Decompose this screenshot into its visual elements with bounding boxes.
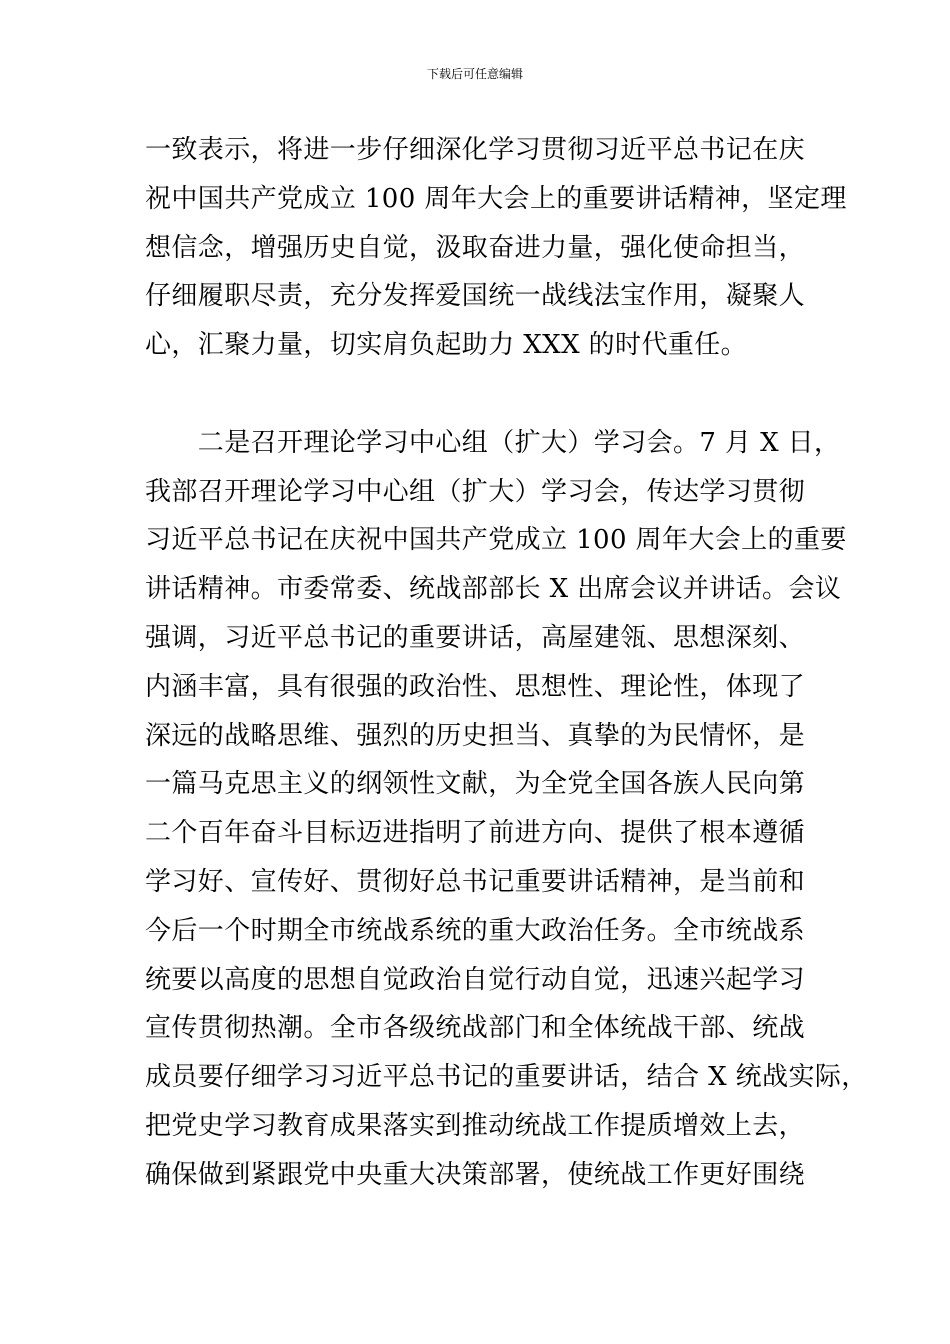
text-line: 讲话精神。市委常委、统战部部长 X 出席会议并讲话。会议 [145, 574, 842, 605]
text-line: 我部召开理论学习中心组（扩大）学习会，传达学习贯彻 [145, 476, 806, 507]
text-line: 祝中国共产党成立 100 周年大会上的重要讲话精神，坚定理 [145, 183, 847, 214]
text-line: 把党史学习教育成果落实到推动统战工作提质增效上去， [145, 1110, 806, 1141]
text-line: 一篇马克思主义的纲领性文献，为全党全国各族人民向第 [145, 769, 806, 800]
paragraph-2 [145, 419, 868, 1200]
text-line: 想信念，增强历史自觉，汲取奋进力量，强化使命担当， [145, 232, 806, 263]
text-line: 统要以高度的思想自觉政治自觉行动自觉，迅速兴起学习 [145, 964, 806, 995]
paragraph-gap [145, 370, 835, 419]
text-line: 宣传贯彻热潮。全市各级统战部门和全体统战干部、统战 [145, 1013, 806, 1044]
text-line: 习近平总书记在庆祝中国共产党成立 100 周年大会上的重要 [145, 525, 847, 556]
text-line: 强调，习近平总书记的重要讲话，高屋建瓴、思想深刻、 [145, 622, 806, 653]
text-line: 一致表示，将进一步仔细深化学习贯彻习近平总书记在庆 [145, 135, 806, 165]
text-line: 成员要仔细学习习近平总书记的重要讲话，结合 X 统战实际， [145, 1062, 868, 1093]
text-line: 深远的战略思维、强烈的历史担当、真挚的为民情怀，是 [145, 720, 806, 751]
paragraph-1 [145, 126, 847, 370]
page-header: 下载后可任意编辑 [426, 67, 523, 81]
text-line: 心，汇聚力量，切实肩负起助力 XXX 的时代重任。 [145, 330, 748, 361]
text-line: 内涵丰富，具有很强的政治性、思想性、理论性，体现了 [145, 671, 806, 702]
text-line: 确保做到紧跟党中央重大决策部署，使统战工作更好围绕 [145, 1159, 806, 1190]
text-line: 学习好、宣传好、贯彻好总书记重要讲话精神，是当前和 [145, 866, 806, 897]
text-line: 今后一个时期全市统战系统的重大政治任务。全市统战系 [145, 915, 806, 946]
text-line: 仔细履职尽责，充分发挥爱国统一战线法宝作用，凝聚人 [145, 281, 806, 312]
text-line: 二个百年奋斗目标迈进指明了前进方向、提供了根本遵循 [145, 818, 806, 849]
document-body [145, 126, 868, 1200]
text-line: 二是召开理论学习中心组（扩大）学习会。7 月 X 日， [145, 427, 841, 458]
